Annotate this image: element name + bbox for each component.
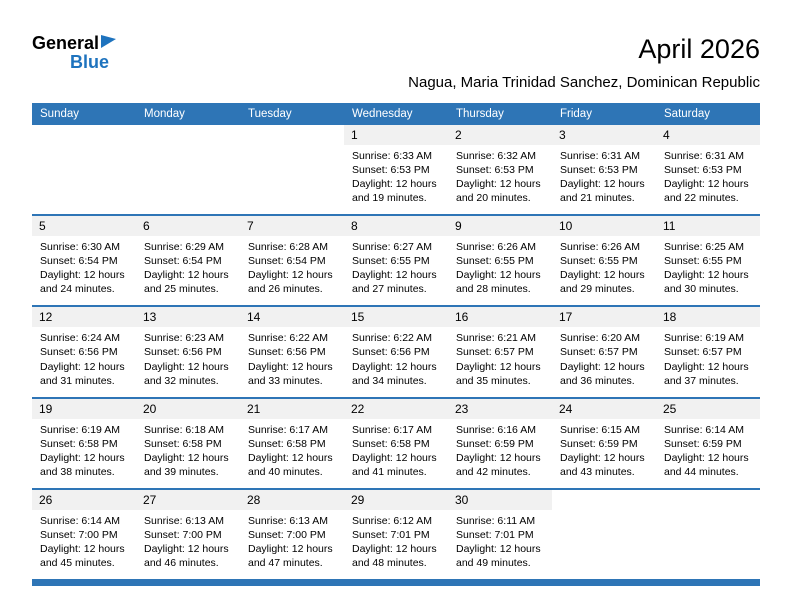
day-number: 13 [143, 310, 157, 325]
daylight-text-line1: Daylight: 12 hours [248, 269, 333, 282]
day-cell-1 [344, 125, 448, 214]
daylight-text-line1: Daylight: 12 hours [144, 269, 229, 282]
daylight-text-line2: and 33 minutes. [248, 374, 323, 387]
daylight-text-line1: Daylight: 12 hours [352, 360, 437, 373]
day-info [448, 236, 552, 296]
daylight-text-line2: and 29 minutes. [560, 283, 635, 296]
daylight-text-line2: and 48 minutes. [352, 557, 427, 569]
month-title: April 2026 [638, 34, 760, 64]
day-cell-empty [32, 125, 136, 214]
day-number: 1 [351, 128, 358, 142]
daylight-text-line1: Daylight: 12 hours [456, 360, 541, 373]
week-row-2 [32, 214, 760, 305]
day-number: 8 [351, 219, 358, 234]
day-cell-28 [240, 490, 344, 579]
sunset-text: Sunset: 7:01 PM [352, 528, 430, 541]
sunrise-text: Sunrise: 6:21 AM [456, 332, 536, 345]
day-number: 9 [455, 219, 462, 234]
calendar-weeks [32, 125, 760, 579]
location-subtitle: Nagua, Maria Trinidad Sanchez, Dominican Republic [408, 74, 760, 91]
day-cell-27 [136, 490, 240, 579]
sunset-text: Sunset: 6:53 PM [664, 164, 742, 177]
day-cell-6 [136, 216, 240, 305]
daylight-text-line2: and 41 minutes. [352, 465, 427, 478]
day-number: 12 [39, 310, 53, 325]
day-info [656, 236, 760, 296]
day-number-band [448, 399, 552, 419]
daylight-text-line1: Daylight: 12 hours [248, 542, 333, 555]
sunset-text: Sunset: 7:00 PM [144, 528, 222, 541]
day-number-band [552, 399, 656, 419]
day-number: 22 [351, 401, 365, 416]
day-number-band [344, 490, 448, 510]
daylight-text-line1: Daylight: 12 hours [352, 269, 437, 282]
weekday-header-thursday: Thursday [456, 108, 504, 120]
day-cell-10 [552, 216, 656, 305]
day-cell-16 [448, 307, 552, 396]
day-cell-empty [136, 125, 240, 214]
day-number-band [136, 125, 240, 144]
day-cell-empty [552, 490, 656, 579]
day-info [136, 419, 240, 479]
sunrise-text: Sunrise: 6:25 AM [664, 241, 744, 254]
sunrise-text: Sunrise: 6:14 AM [664, 423, 744, 436]
daylight-text-line1: Daylight: 12 hours [144, 542, 229, 555]
day-number-band [240, 125, 344, 144]
day-number: 29 [351, 492, 365, 507]
sunrise-text: Sunrise: 6:22 AM [352, 332, 432, 345]
logo-text-blue: Blue [70, 52, 110, 72]
day-info [32, 510, 136, 570]
day-info [552, 145, 656, 205]
sunset-text: Sunset: 6:58 PM [144, 437, 222, 450]
day-cell-24 [552, 399, 656, 488]
sunrise-text: Sunrise: 6:28 AM [248, 241, 328, 254]
sunset-text: Sunset: 6:55 PM [664, 255, 742, 268]
day-number: 28 [247, 492, 261, 507]
daylight-text-line2: and 26 minutes. [248, 283, 323, 296]
day-info [552, 419, 656, 479]
day-number-band [656, 307, 760, 327]
daylight-text-line2: and 42 minutes. [456, 465, 531, 478]
week-row-4 [32, 397, 760, 488]
day-cell-20 [136, 399, 240, 488]
day-cell-11 [656, 216, 760, 305]
day-number: 24 [559, 401, 573, 416]
daylight-text-line2: and 46 minutes. [144, 557, 219, 569]
sunrise-text: Sunrise: 6:27 AM [352, 241, 432, 254]
sunrise-text: Sunrise: 6:14 AM [40, 514, 120, 527]
day-cell-14 [240, 307, 344, 396]
sunset-text: Sunset: 6:53 PM [352, 164, 430, 177]
sunset-text: Sunset: 6:58 PM [40, 437, 118, 450]
sunset-text: Sunset: 7:00 PM [40, 528, 118, 541]
daylight-text-line1: Daylight: 12 hours [560, 451, 645, 464]
sunrise-text: Sunrise: 6:31 AM [560, 150, 640, 162]
sunset-text: Sunset: 6:59 PM [456, 437, 534, 450]
daylight-text-line1: Daylight: 12 hours [248, 451, 333, 464]
sunrise-text: Sunrise: 6:29 AM [144, 241, 224, 254]
day-info [344, 510, 448, 570]
day-info [32, 419, 136, 479]
day-cell-3 [552, 125, 656, 214]
day-info [344, 236, 448, 296]
sunrise-text: Sunrise: 6:18 AM [144, 423, 224, 436]
day-number: 7 [247, 219, 254, 234]
daylight-text-line1: Daylight: 12 hours [560, 360, 645, 373]
logo-triangle-icon [101, 35, 116, 53]
sunset-text: Sunset: 6:56 PM [40, 346, 118, 359]
day-cell-7 [240, 216, 344, 305]
daylight-text-line1: Daylight: 12 hours [40, 542, 125, 555]
daylight-text-line2: and 34 minutes. [352, 374, 427, 387]
daylight-text-line1: Daylight: 12 hours [560, 269, 645, 282]
day-info [136, 236, 240, 296]
day-number: 5 [39, 219, 46, 234]
day-cell-13 [136, 307, 240, 396]
day-number-band [240, 307, 344, 327]
daylight-text-line1: Daylight: 12 hours [664, 178, 749, 191]
day-cell-empty [240, 125, 344, 214]
daylight-text-line1: Daylight: 12 hours [40, 451, 125, 464]
sunrise-text: Sunrise: 6:11 AM [456, 514, 536, 527]
day-cell-17 [552, 307, 656, 396]
daylight-text-line2: and 31 minutes. [40, 374, 115, 387]
page-header [32, 34, 760, 91]
sunrise-text: Sunrise: 6:23 AM [144, 332, 224, 345]
day-number: 15 [351, 310, 365, 325]
day-number-band [448, 307, 552, 327]
daylight-text-line1: Daylight: 12 hours [664, 451, 749, 464]
sunrise-text: Sunrise: 6:22 AM [248, 332, 328, 345]
daylight-text-line1: Daylight: 12 hours [456, 269, 541, 282]
week-row-5 [32, 488, 760, 579]
day-info [552, 327, 656, 387]
sunrise-text: Sunrise: 6:24 AM [40, 332, 120, 345]
sunrise-text: Sunrise: 6:26 AM [560, 241, 640, 254]
day-number: 10 [559, 219, 573, 234]
daylight-text-line2: and 47 minutes. [248, 557, 323, 569]
daylight-text-line2: and 44 minutes. [664, 465, 739, 478]
day-number: 18 [663, 310, 677, 325]
day-number-band [344, 125, 448, 145]
weekday-header-row [32, 103, 760, 125]
daylight-text-line2: and 37 minutes. [664, 374, 739, 387]
general-blue-logo [32, 34, 116, 71]
daylight-text-line1: Daylight: 12 hours [456, 451, 541, 464]
sunset-text: Sunset: 6:56 PM [248, 346, 326, 359]
day-number-band [32, 307, 136, 327]
sunrise-text: Sunrise: 6:32 AM [456, 150, 536, 162]
sunrise-text: Sunrise: 6:15 AM [560, 423, 640, 436]
day-cell-15 [344, 307, 448, 396]
day-number-band [136, 216, 240, 236]
logo-text-general: General [32, 33, 100, 53]
day-info [32, 327, 136, 387]
day-cell-4 [656, 125, 760, 214]
daylight-text-line1: Daylight: 12 hours [352, 542, 437, 555]
day-cell-9 [448, 216, 552, 305]
day-cell-empty [656, 490, 760, 579]
weekday-header-monday: Monday [144, 108, 185, 120]
day-cell-26 [32, 490, 136, 579]
day-number: 14 [247, 310, 261, 325]
day-number-band [344, 216, 448, 236]
day-number-band [448, 216, 552, 236]
sunset-text: Sunset: 6:58 PM [248, 437, 326, 450]
day-number-band [32, 216, 136, 236]
daylight-text-line1: Daylight: 12 hours [560, 178, 645, 191]
day-number: 16 [455, 310, 469, 325]
daylight-text-line2: and 30 minutes. [664, 283, 739, 296]
daylight-text-line2: and 43 minutes. [560, 465, 635, 478]
daylight-text-line2: and 45 minutes. [40, 557, 115, 569]
sunset-text: Sunset: 6:55 PM [560, 255, 638, 268]
day-info [136, 327, 240, 387]
day-info [448, 145, 552, 205]
day-number-band [240, 216, 344, 236]
daylight-text-line1: Daylight: 12 hours [248, 360, 333, 373]
sunrise-text: Sunrise: 6:19 AM [664, 332, 744, 345]
day-info [656, 419, 760, 479]
sunset-text: Sunset: 6:58 PM [352, 437, 430, 450]
title-area [408, 34, 760, 91]
sunrise-text: Sunrise: 6:13 AM [248, 514, 328, 527]
daylight-text-line2: and 36 minutes. [560, 374, 635, 387]
day-number: 2 [455, 128, 462, 142]
daylight-text-line2: and 49 minutes. [456, 557, 531, 569]
sunset-text: Sunset: 6:56 PM [144, 346, 222, 359]
day-number-band [344, 399, 448, 419]
day-cell-25 [656, 399, 760, 488]
daylight-text-line2: and 21 minutes. [560, 192, 635, 205]
day-number-band [32, 125, 136, 144]
day-number: 3 [559, 128, 566, 142]
daylight-text-line1: Daylight: 12 hours [456, 178, 541, 191]
day-number-band [552, 490, 656, 509]
daylight-text-line2: and 22 minutes. [664, 192, 739, 205]
day-info [448, 510, 552, 570]
day-number-band [552, 307, 656, 327]
sunrise-text: Sunrise: 6:16 AM [456, 423, 536, 436]
weekday-header-wednesday: Wednesday [352, 108, 413, 120]
day-number-band [136, 490, 240, 510]
week-row-3 [32, 305, 760, 396]
day-number-band [136, 307, 240, 327]
daylight-text-line1: Daylight: 12 hours [144, 451, 229, 464]
day-number-band [240, 490, 344, 510]
day-cell-30 [448, 490, 552, 579]
day-cell-19 [32, 399, 136, 488]
day-info [240, 419, 344, 479]
sunset-text: Sunset: 6:57 PM [560, 346, 638, 359]
day-cell-12 [32, 307, 136, 396]
sunset-text: Sunset: 6:56 PM [352, 346, 430, 359]
day-number: 21 [247, 401, 261, 416]
daylight-text-line2: and 32 minutes. [144, 374, 219, 387]
daylight-text-line2: and 39 minutes. [144, 465, 219, 478]
day-cell-5 [32, 216, 136, 305]
sunset-text: Sunset: 6:59 PM [664, 437, 742, 450]
daylight-text-line2: and 35 minutes. [456, 374, 531, 387]
daylight-text-line1: Daylight: 12 hours [352, 451, 437, 464]
day-number-band [32, 490, 136, 510]
daylight-text-line1: Daylight: 12 hours [40, 360, 125, 373]
sunrise-text: Sunrise: 6:20 AM [560, 332, 640, 345]
sunrise-text: Sunrise: 6:19 AM [40, 423, 120, 436]
day-number: 6 [143, 219, 150, 234]
sunset-text: Sunset: 6:53 PM [456, 164, 534, 177]
day-info [448, 327, 552, 387]
daylight-text-line1: Daylight: 12 hours [456, 542, 541, 555]
sunset-text: Sunset: 6:53 PM [560, 164, 638, 177]
daylight-text-line2: and 27 minutes. [352, 283, 427, 296]
day-number: 20 [143, 401, 157, 416]
day-number: 26 [39, 492, 53, 507]
sunset-text: Sunset: 6:54 PM [144, 255, 222, 268]
sunset-text: Sunset: 6:55 PM [352, 255, 430, 268]
day-info [136, 510, 240, 570]
day-cell-23 [448, 399, 552, 488]
day-info [448, 419, 552, 479]
day-cell-21 [240, 399, 344, 488]
day-number-band [656, 125, 760, 145]
day-info [240, 327, 344, 387]
day-number-band [552, 125, 656, 145]
weekday-header-sunday: Sunday [40, 108, 80, 120]
daylight-text-line1: Daylight: 12 hours [40, 269, 125, 282]
sunset-text: Sunset: 6:54 PM [248, 255, 326, 268]
daylight-text-line2: and 24 minutes. [40, 283, 115, 296]
sunrise-text: Sunrise: 6:13 AM [144, 514, 224, 527]
daylight-text-line2: and 38 minutes. [40, 465, 115, 478]
day-number-band [344, 307, 448, 327]
day-info [240, 510, 344, 570]
day-number: 4 [663, 128, 670, 142]
daylight-text-line1: Daylight: 12 hours [352, 178, 437, 191]
sunset-text: Sunset: 7:01 PM [456, 528, 534, 541]
calendar-table [32, 103, 760, 586]
daylight-text-line2: and 25 minutes. [144, 283, 219, 296]
day-number-band [552, 216, 656, 236]
sunrise-text: Sunrise: 6:30 AM [40, 241, 120, 254]
day-cell-18 [656, 307, 760, 396]
day-number-band [448, 125, 552, 145]
day-cell-22 [344, 399, 448, 488]
sunset-text: Sunset: 6:59 PM [560, 437, 638, 450]
daylight-text-line2: and 20 minutes. [456, 192, 531, 205]
day-cell-29 [344, 490, 448, 579]
daylight-text-line1: Daylight: 12 hours [144, 360, 229, 373]
daylight-text-line1: Daylight: 12 hours [664, 269, 749, 282]
daylight-text-line1: Daylight: 12 hours [664, 360, 749, 373]
day-number: 25 [663, 401, 677, 416]
day-number: 17 [559, 310, 573, 325]
weekday-header-tuesday: Tuesday [248, 108, 292, 120]
day-info [552, 236, 656, 296]
day-info [344, 145, 448, 205]
logo-line-general [32, 34, 116, 53]
day-number: 23 [455, 401, 469, 416]
day-info [656, 145, 760, 205]
sunrise-text: Sunrise: 6:12 AM [352, 514, 432, 527]
day-number: 30 [455, 492, 469, 507]
day-number: 27 [143, 492, 157, 507]
day-info [240, 236, 344, 296]
daylight-text-line2: and 28 minutes. [456, 283, 531, 296]
weekday-header-friday: Friday [560, 108, 592, 120]
week-row-1 [32, 125, 760, 214]
sunset-text: Sunset: 6:57 PM [456, 346, 534, 359]
day-number-band [32, 399, 136, 419]
day-number: 19 [39, 401, 53, 416]
day-info [656, 327, 760, 387]
sunrise-text: Sunrise: 6:26 AM [456, 241, 536, 254]
sunrise-text: Sunrise: 6:17 AM [248, 423, 328, 436]
sunset-text: Sunset: 6:54 PM [40, 255, 118, 268]
sunset-text: Sunset: 6:57 PM [664, 346, 742, 359]
sunset-text: Sunset: 7:00 PM [248, 528, 326, 541]
day-info [32, 236, 136, 296]
day-cell-2 [448, 125, 552, 214]
sunset-text: Sunset: 6:55 PM [456, 255, 534, 268]
day-number-band [656, 399, 760, 419]
day-info [344, 419, 448, 479]
daylight-text-line2: and 40 minutes. [248, 465, 323, 478]
calendar-footer-bar [32, 579, 760, 586]
weekday-header-saturday: Saturday [664, 108, 711, 120]
sunrise-text: Sunrise: 6:17 AM [352, 423, 432, 436]
day-number-band [240, 399, 344, 419]
day-info [344, 327, 448, 387]
day-number-band [656, 216, 760, 236]
day-number-band [656, 490, 760, 509]
day-number-band [136, 399, 240, 419]
sunrise-text: Sunrise: 6:31 AM [664, 150, 744, 162]
day-cell-8 [344, 216, 448, 305]
daylight-text-line2: and 19 minutes. [352, 192, 427, 205]
day-number: 11 [663, 219, 676, 234]
day-number-band [448, 490, 552, 510]
sunrise-text: Sunrise: 6:33 AM [352, 150, 432, 162]
